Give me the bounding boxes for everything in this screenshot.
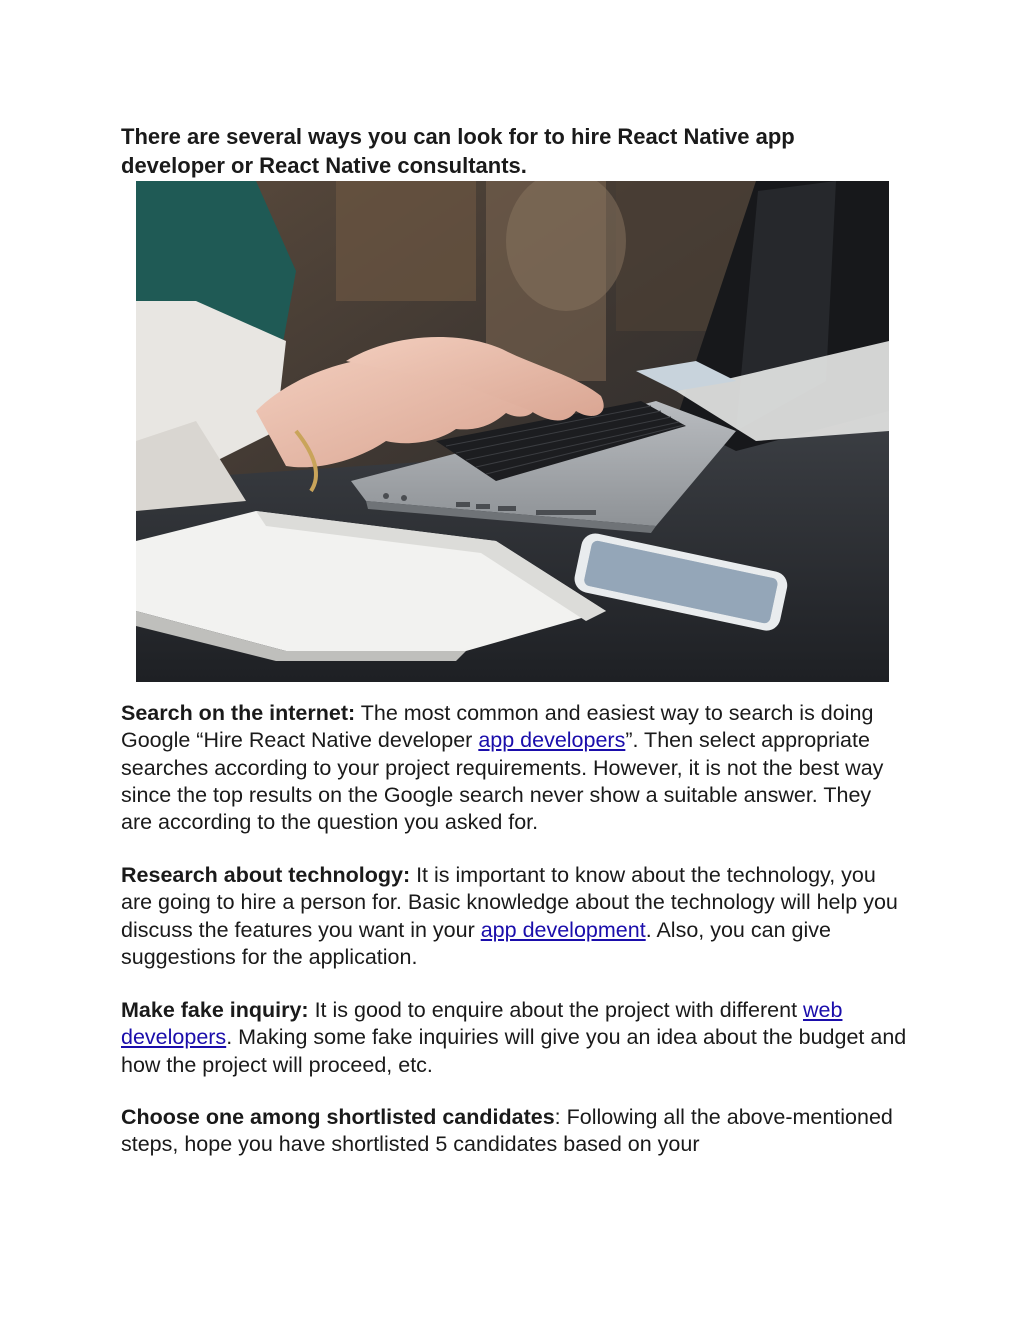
paragraph-title: Choose one among shortlisted candidates — [121, 1105, 555, 1129]
paragraph-title: Make fake inquiry: — [121, 998, 309, 1022]
web-developers-link[interactable]: web developers — [121, 998, 843, 1050]
paragraph-text: . Also, you can give suggestions for the application. — [121, 917, 831, 969]
paragraph-text: . Making some fake inquiries will give you an idea about the budget and how the project will proceed, etc. — [121, 1025, 907, 1077]
paragraph-search-internet — [121, 700, 907, 836]
paragraph-research-technology — [121, 862, 907, 971]
laptop-typing-photo — [136, 181, 889, 682]
paragraph-title: Search on the internet: — [121, 701, 356, 725]
app-developers-link[interactable]: app developers — [478, 728, 626, 753]
paragraph-text: It is good to enquire about the project with different — [308, 998, 804, 1022]
paragraph-text: ”. Then select appropriate searches according to your project requirements. However, it is not the best way since the top results on the Google search never show a suitable answer. They are according to the question you asked for. — [121, 728, 884, 835]
section-heading: There are several ways you can look for to hire React Native app developer or React Native consultants. — [121, 124, 795, 178]
paragraph-title: Research about technology: — [121, 863, 411, 887]
paragraph-text: : Following all the above-mentioned steps, hope you have shortlisted 5 candidates based on your — [121, 1105, 893, 1157]
paragraph-fake-inquiry — [121, 997, 907, 1079]
paragraph-choose-candidate — [121, 1104, 907, 1159]
app-development-link[interactable]: app development — [480, 917, 646, 942]
paragraph-text: It is important to know about the technology, you are going to hire a person for. Basic knowledge about the technology will help you discuss the features you want in your — [121, 863, 898, 942]
paragraph-text: The most common and easiest way to search is doing Google “Hire React Native developer — [121, 701, 874, 753]
photo-illustration — [136, 181, 889, 682]
